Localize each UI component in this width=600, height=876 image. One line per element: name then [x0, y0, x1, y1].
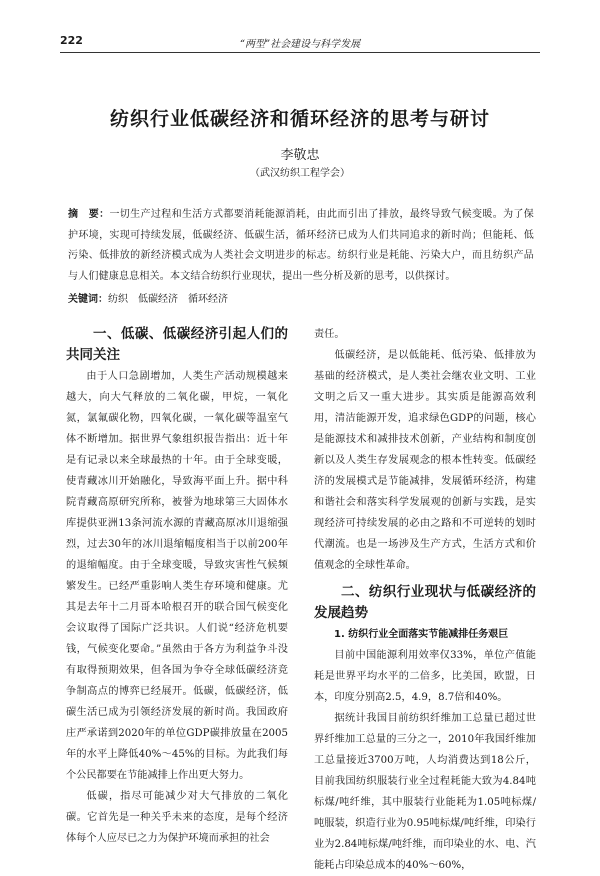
page-header: [60, 34, 540, 53]
section-1-paragraph-1: 由于人口急剧增加，人类生产活动规模越来越大，向大气释放的二氧化碳，甲烷，一氧化氮，氯氟碳化物，四氧化碳，一氧化碳等温室气体不断增加。据世界气象组织报告指出：近十年是有记录以来全球最热的十年。由于全球变暖，使青藏冰川开始融化，导致海平面上升。据中科院青藏高原研究所称，被誉为地球第三大固体水库提供亚洲13条河流水源的青藏高原冰川退缩强烈，过去30年的冰川退缩幅度相当于以前200年的退缩幅度。由于全球变暖，导致灾害性气候频繁发生。已经严重影响人类生存环境和健康。尤其是去年十二月哥本哈根召开的联合国气候变化会议取得了国际广泛共识。人们说“经济危机要钱，气候变化要命。”虽然由于各方为利益争斗没有取得预期效果，但各国为争夺全球低碳经济竞争制高点的博弈已经展开。低碳，低碳经济，低碳生活已成为引领经济发展的新时尚。我国政府庄严承诺到2020年的单位GDP碳排放量在2005年的水平上降低40%～45%的目标。为此我们每个公民都要在节能减排上作出更大努力。: [66, 371, 288, 781]
abstract-text: 一切生产过程和生活方式都要消耗能源消耗，由此而引出了排放，最终导致气候变暖。为了保护环境，实现可持续发展，低碳经济、低碳生活，循环经济已成为人们共同追求的新时尚；但能耗、低污染、低排放的新经济模式成为人类社会文明进步的标志。纺织行业是耗能、污染大户，而且纺织产品与人们健康息息相关。本文结合纺织行业现状，提出一些分析及新的思考，以供探讨。: [68, 209, 534, 282]
abstract: [68, 205, 534, 287]
keywords-text: 纺织 低碳经济 循环经济: [108, 294, 228, 305]
section-2-paragraph-2: 据统计我国目前纺织纤维加工总量已超过世界纤维加工总量的三分之一，2010年我国纤维加工总量接近3700万吨，人均消费达到18公斤，目前我国纺织服装行业全过程耗能大致为4.84吨标煤/吨纤维，其中服装行业能耗为1.05吨标煤/吨服装，织造行业为0.95吨标煤/吨纤维，印染行业为2.84吨标煤/吨纤维，而印染业的水、电、汽能耗占印染总成本的40%～60%，: [314, 713, 536, 871]
section-2-subheading: 1. 纺织行业全面落实节能减排任务艰巨: [334, 629, 509, 640]
abstract-label: 摘 要：: [68, 209, 110, 220]
author-name: 李敬忠: [280, 148, 320, 163]
section-1-continuation: 责任。: [314, 329, 345, 340]
section-1-paragraph-2: 低碳，指尽可能减少对大气排放的二氧化碳。它首先是一种关乎未来的态度，是每个经济体每个人应尽已之力为保护环境而承担的社会: [66, 791, 288, 844]
left-column: [66, 324, 288, 849]
page-number: 222: [60, 34, 83, 47]
author-affiliation: （武汉纺织工程学会）: [250, 168, 350, 179]
keywords-label: 关键词：: [68, 294, 108, 305]
keywords: [68, 290, 534, 305]
right-column: [314, 324, 536, 876]
running-head: “两型”社会建设与科学发展: [239, 39, 361, 50]
section-2-heading: 二、纺织行业现状与低碳经济的发展趋势: [314, 584, 536, 621]
section-1-heading: 一、低碳、低碳经济引起人们的共同关注: [66, 326, 288, 363]
section-2-paragraph-1: 目前中国能源利用效率仅33%，单位产值能耗是世界平均水平的二倍多，比美国，欧盟，日本，印度分别高2.5，4.9，8.7倍和40%。: [314, 650, 536, 703]
section-1-paragraph-3: 低碳经济，是以低能耗、低污染、低排放为基础的经济模式，是人类社会继农业文明、工业文明之后又一重大进步。其实质是能源高效利用，清洁能源开发，追求绿色GDP的问题，核心是能源技术和减排技术创新，产业结构和制度创新以及人类生存发展观念的根本性转变。低碳经济的发展模式是节能减排，发展循环经济，构建和谐社会和落实科学发展观的创新与实践，是实现经济可持续发展的必由之路和不可逆转的划时代潮流。也是一场涉及生产方式，生活方式和价值观念的全球性革命。: [314, 350, 536, 571]
article-title: 纺织行业低碳经济和循环经济的思考与研讨: [109, 108, 490, 130]
